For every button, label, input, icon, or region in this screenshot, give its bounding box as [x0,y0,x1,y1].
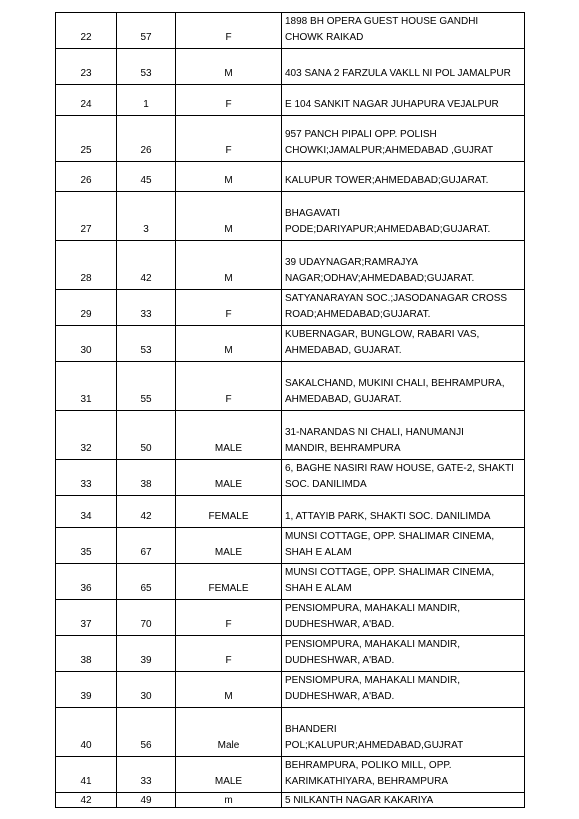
gender-cell: F [176,290,282,326]
table-row [56,636,525,672]
age-cell: 42 [117,496,176,528]
table-row [56,192,525,241]
gender-cell: MALE [176,411,282,460]
age-cell: 70 [117,600,176,636]
address-cell: 5 NILKANTH NAGAR KAKARIYA [282,793,525,808]
gender-cell: M [176,49,282,85]
gender-cell: M [176,241,282,290]
table-row [56,241,525,290]
row-number-cell: 25 [56,116,117,162]
gender-cell: M [176,192,282,241]
address-cell: KALUPUR TOWER;AHMEDABAD;GUJARAT. [282,162,525,192]
address-cell: BEHRAMPURA, POLIKO MILL, OPP. KARIMKATHIYARA, BEHRAMPURA [282,757,525,793]
address-cell: BHAGAVATI PODE;DARIYAPUR;AHMEDABAD;GUJARAT. [282,192,525,241]
row-number-cell: 42 [56,793,117,808]
row-number-cell: 24 [56,85,117,116]
gender-cell: FEMALE [176,564,282,600]
address-cell: SATYANARAYAN SOC.;JASODANAGAR CROSS ROAD;AHMEDABAD;GUJARAT. [282,290,525,326]
table-row [56,757,525,793]
records-table [55,12,525,808]
table-row [56,49,525,85]
age-cell: 26 [117,116,176,162]
table-row [56,672,525,708]
address-cell: 403 SANA 2 FARZULA VAKLL NI POL JAMALPUR [282,49,525,85]
age-cell: 45 [117,162,176,192]
row-number-cell: 29 [56,290,117,326]
age-cell: 65 [117,564,176,600]
row-number-cell: 41 [56,757,117,793]
table-row [56,600,525,636]
gender-cell: F [176,13,282,49]
table-row [56,116,525,162]
age-cell: 57 [117,13,176,49]
row-number-cell: 39 [56,672,117,708]
gender-cell: MALE [176,528,282,564]
address-cell: 1898 BH OPERA GUEST HOUSE GANDHI CHOWK RAIKAD [282,13,525,49]
row-number-cell: 22 [56,13,117,49]
address-cell: 1, ATTAYIB PARK, SHAKTI SOC. DANILIMDA [282,496,525,528]
age-cell: 56 [117,708,176,757]
age-cell: 33 [117,757,176,793]
records-table-body [56,13,525,808]
table-row [56,326,525,362]
address-cell: 6, BAGHE NASIRI RAW HOUSE, GATE-2, SHAKTI SOC. DANILIMDA [282,460,525,496]
row-number-cell: 28 [56,241,117,290]
table-row [56,411,525,460]
age-cell: 49 [117,793,176,808]
table-row [56,793,525,808]
table-row [56,496,525,528]
address-cell: PENSIOMPURA, MAHAKALI MANDIR, DUDHESHWAR, A'BAD. [282,600,525,636]
gender-cell: M [176,672,282,708]
table-row [56,460,525,496]
row-number-cell: 33 [56,460,117,496]
gender-cell: F [176,362,282,411]
gender-cell: Male [176,708,282,757]
table-row [56,13,525,49]
address-cell: PENSIOMPURA, MAHAKALI MANDIR, DUDHESHWAR, A'BAD. [282,636,525,672]
gender-cell: FEMALE [176,496,282,528]
age-cell: 38 [117,460,176,496]
row-number-cell: 34 [56,496,117,528]
gender-cell: M [176,326,282,362]
table-row [56,528,525,564]
address-cell: MUNSI COTTAGE, OPP. SHALIMAR CINEMA, SHAH E ALAM [282,528,525,564]
table-row [56,162,525,192]
age-cell: 1 [117,85,176,116]
age-cell: 50 [117,411,176,460]
address-cell: MUNSI COTTAGE, OPP. SHALIMAR CINEMA, SHAH E ALAM [282,564,525,600]
table-row [56,362,525,411]
gender-cell: MALE [176,460,282,496]
age-cell: 3 [117,192,176,241]
table-row [56,708,525,757]
row-number-cell: 31 [56,362,117,411]
address-cell: BHANDERI POL;KALUPUR;AHMEDABAD,GUJRAT [282,708,525,757]
age-cell: 33 [117,290,176,326]
table-row [56,290,525,326]
age-cell: 55 [117,362,176,411]
table-row [56,564,525,600]
age-cell: 39 [117,636,176,672]
gender-cell: MALE [176,757,282,793]
gender-cell: F [176,636,282,672]
address-cell: 39 UDAYNAGAR;RAMRAJYA NAGAR;ODHAV;AHMEDABAD;GUJARAT. [282,241,525,290]
row-number-cell: 40 [56,708,117,757]
age-cell: 67 [117,528,176,564]
gender-cell: m [176,793,282,808]
gender-cell: M [176,162,282,192]
row-number-cell: 23 [56,49,117,85]
address-cell: PENSIOMPURA, MAHAKALI MANDIR, DUDHESHWAR, A'BAD. [282,672,525,708]
age-cell: 53 [117,326,176,362]
row-number-cell: 35 [56,528,117,564]
row-number-cell: 32 [56,411,117,460]
row-number-cell: 36 [56,564,117,600]
address-cell: SAKALCHAND, MUKINI CHALI, BEHRAMPURA, AHMEDABAD, GUJARAT. [282,362,525,411]
address-cell: 31-NARANDAS NI CHALI, HANUMANJI MANDIR, BEHRAMPURA [282,411,525,460]
address-cell: KUBERNAGAR, BUNGLOW, RABARI VAS, AHMEDABAD, GUJARAT. [282,326,525,362]
row-number-cell: 37 [56,600,117,636]
gender-cell: F [176,116,282,162]
row-number-cell: 27 [56,192,117,241]
address-cell: 957 PANCH PIPALI OPP. POLISH CHOWKI;JAMALPUR;AHMEDABAD ,GUJRAT [282,116,525,162]
age-cell: 30 [117,672,176,708]
address-cell: E 104 SANKIT NAGAR JUHAPURA VEJALPUR [282,85,525,116]
age-cell: 42 [117,241,176,290]
age-cell: 53 [117,49,176,85]
row-number-cell: 26 [56,162,117,192]
table-row [56,85,525,116]
gender-cell: F [176,600,282,636]
row-number-cell: 30 [56,326,117,362]
gender-cell: F [176,85,282,116]
row-number-cell: 38 [56,636,117,672]
